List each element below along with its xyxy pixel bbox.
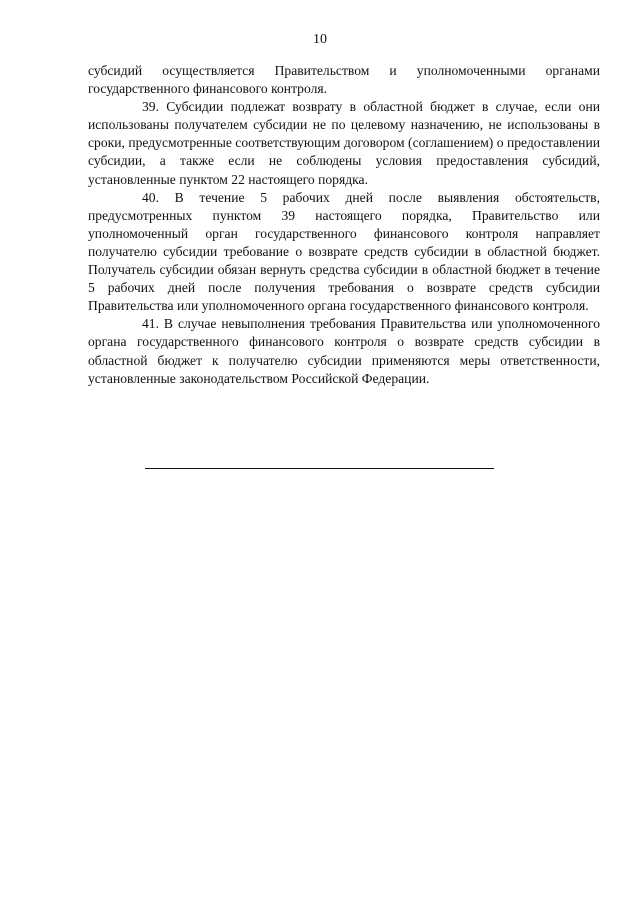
paragraph-continuation: субсидий осуществляется Правительством и уполномоченными органами государственного финансового контроля. [88,63,600,97]
document-body [88,62,600,388]
paragraph-39: 39. Субсидии подлежат возврату в областной бюджет в случае, если они использованы получателем субсидии не по целевому назначению, не использованы в сроки, предусмотренные соответствующим договором (соглашением) о предоставлении субсидии, а также если не соблюдены условия предоставления субсидий, установленные пунктом 22 настоящего порядка. [88,99,600,187]
paragraph-41: 41. В случае невыполнения требования Правительства или уполномоченного органа государственного финансового контроля о возврате средств субсидии в областной бюджет к получателю субсидии применяются меры ответственности, установленные законодательством Российской Федерации. [88,316,600,386]
paragraph-40: 40. В течение 5 рабочих дней после выявления обстоятельств, предусмотренных пунктом 39 настоящего порядка, Правительство или уполномоченный орган государственного финансового контроля направляет получателю субсидии требование о возврате средств субсидии в областной бюджет. Получатель субсидии обязан вернуть средства субсидии в областной бюджет в течение 5 рабочих дней после получения требования о возврате средств субсидии Правительства или уполномоченного органа государственного финансового контроля. [88,189,600,314]
page-number: 10 [313,32,327,47]
end-of-document-line [145,468,494,469]
